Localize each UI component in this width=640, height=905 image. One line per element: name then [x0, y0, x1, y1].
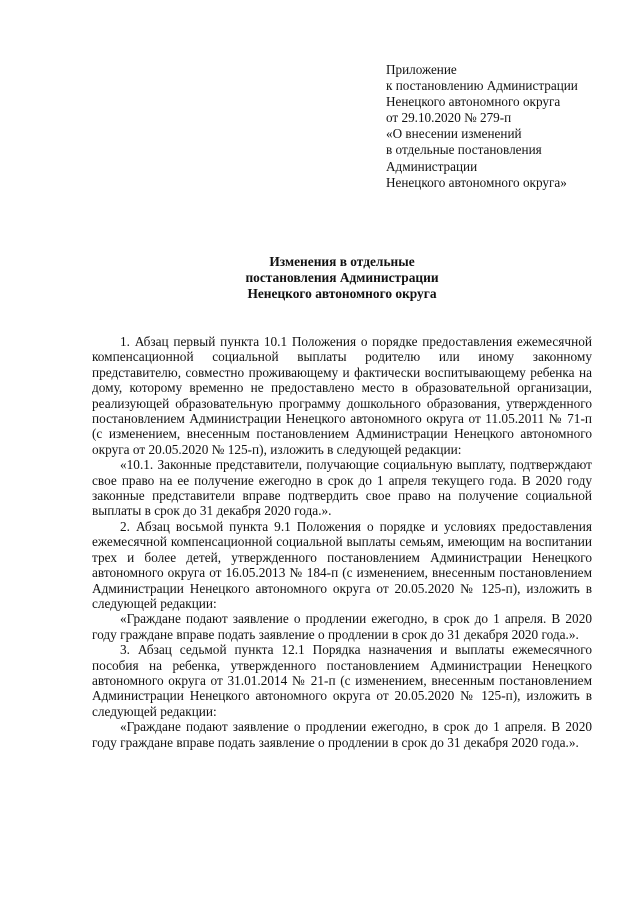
title-line: постановления Администрации: [245, 270, 439, 286]
appendix-line: от 29.10.2020 № 279-п: [386, 110, 512, 126]
appendix-line: Ненецкого автономного округа»: [386, 174, 567, 190]
appendix-line: Приложение: [386, 62, 457, 77]
document-title: [92, 254, 592, 303]
appendix-line: Администрации: [386, 158, 478, 174]
appendix-line: Ненецкого автономного округа: [386, 94, 561, 110]
paragraph-quote-2: «Граждане подают заявление о продлении ежегодно, в срок до 1 апреля. В 2020 году граждане вправе подать заявление о продлении в срок до 31 декабря 2020 года.».: [92, 611, 592, 642]
paragraph-item-1: 1. Абзац первый пункта 10.1 Положения о порядке предоставления ежемесячной компенсационной социальной выплаты родителю или иному законному представителю, совместно проживающему и фактически воспитывающему ребенка на дому, которому временно не предоставлено место в образовательной организации, реализующей образовательную программу дошкольного образования, утвержденного постановлением Администрации Ненецкого автономного округа от 11.05.2011 № 71-п (с изменением, внесенным постановлением Администрации Ненецкого автономного округа от 20.05.2020 № 125-п), изложить в следующей редакции:: [92, 334, 592, 457]
title-line: Ненецкого автономного округа: [247, 286, 437, 302]
paragraph-item-3: 3. Абзац седьмой пункта 12.1 Порядка назначения и выплаты ежемесячного пособия на ребенка, утвержденного постановлением Администрации Ненецкого автономного округа от 31.01.2014 № 21-п (с изменением, внесенным постановлением Администрации Ненецкого автономного округа от 20.05.2020 № 125-п), изложить в следующей редакции:: [92, 642, 592, 719]
document-body: [92, 334, 592, 750]
appendix-line: «О внесении изменений: [386, 126, 522, 142]
paragraph-quote-1: «10.1. Законные представители, получающие социальную выплату, подтверждают свое право на ее получение ежегодно в срок до 1 апреля текущего года. В 2020 году законные представители вправе подтвердить свое право на получение социальной выплаты в срок до 31 декабря 2020 года.».: [92, 457, 592, 519]
appendix-block: [386, 62, 626, 191]
paragraph-quote-3: «Граждане подают заявление о продлении ежегодно, в срок до 1 апреля. В 2020 году граждане вправе подать заявление о продлении в срок до 31 декабря 2020 года.».: [92, 719, 592, 750]
paragraph-item-2: 2. Абзац восьмой пункта 9.1 Положения о порядке и условиях предоставления ежемесячной компенсационной социальной выплаты семьям, имеющим на воспитании трех и более детей, утвержденного постановлением Администрации Ненецкого автономного округа от 16.05.2013 № 184-п (с изменением, внесенным постановлением Администрации Ненецкого автономного округа от 20.05.2020 № 125-п), изложить в следующей редакции:: [92, 518, 592, 611]
appendix-line: в отдельные постановления: [386, 142, 542, 158]
title-line: Изменения в отдельные: [269, 254, 415, 269]
appendix-line: к постановлению Администрации: [386, 78, 578, 94]
